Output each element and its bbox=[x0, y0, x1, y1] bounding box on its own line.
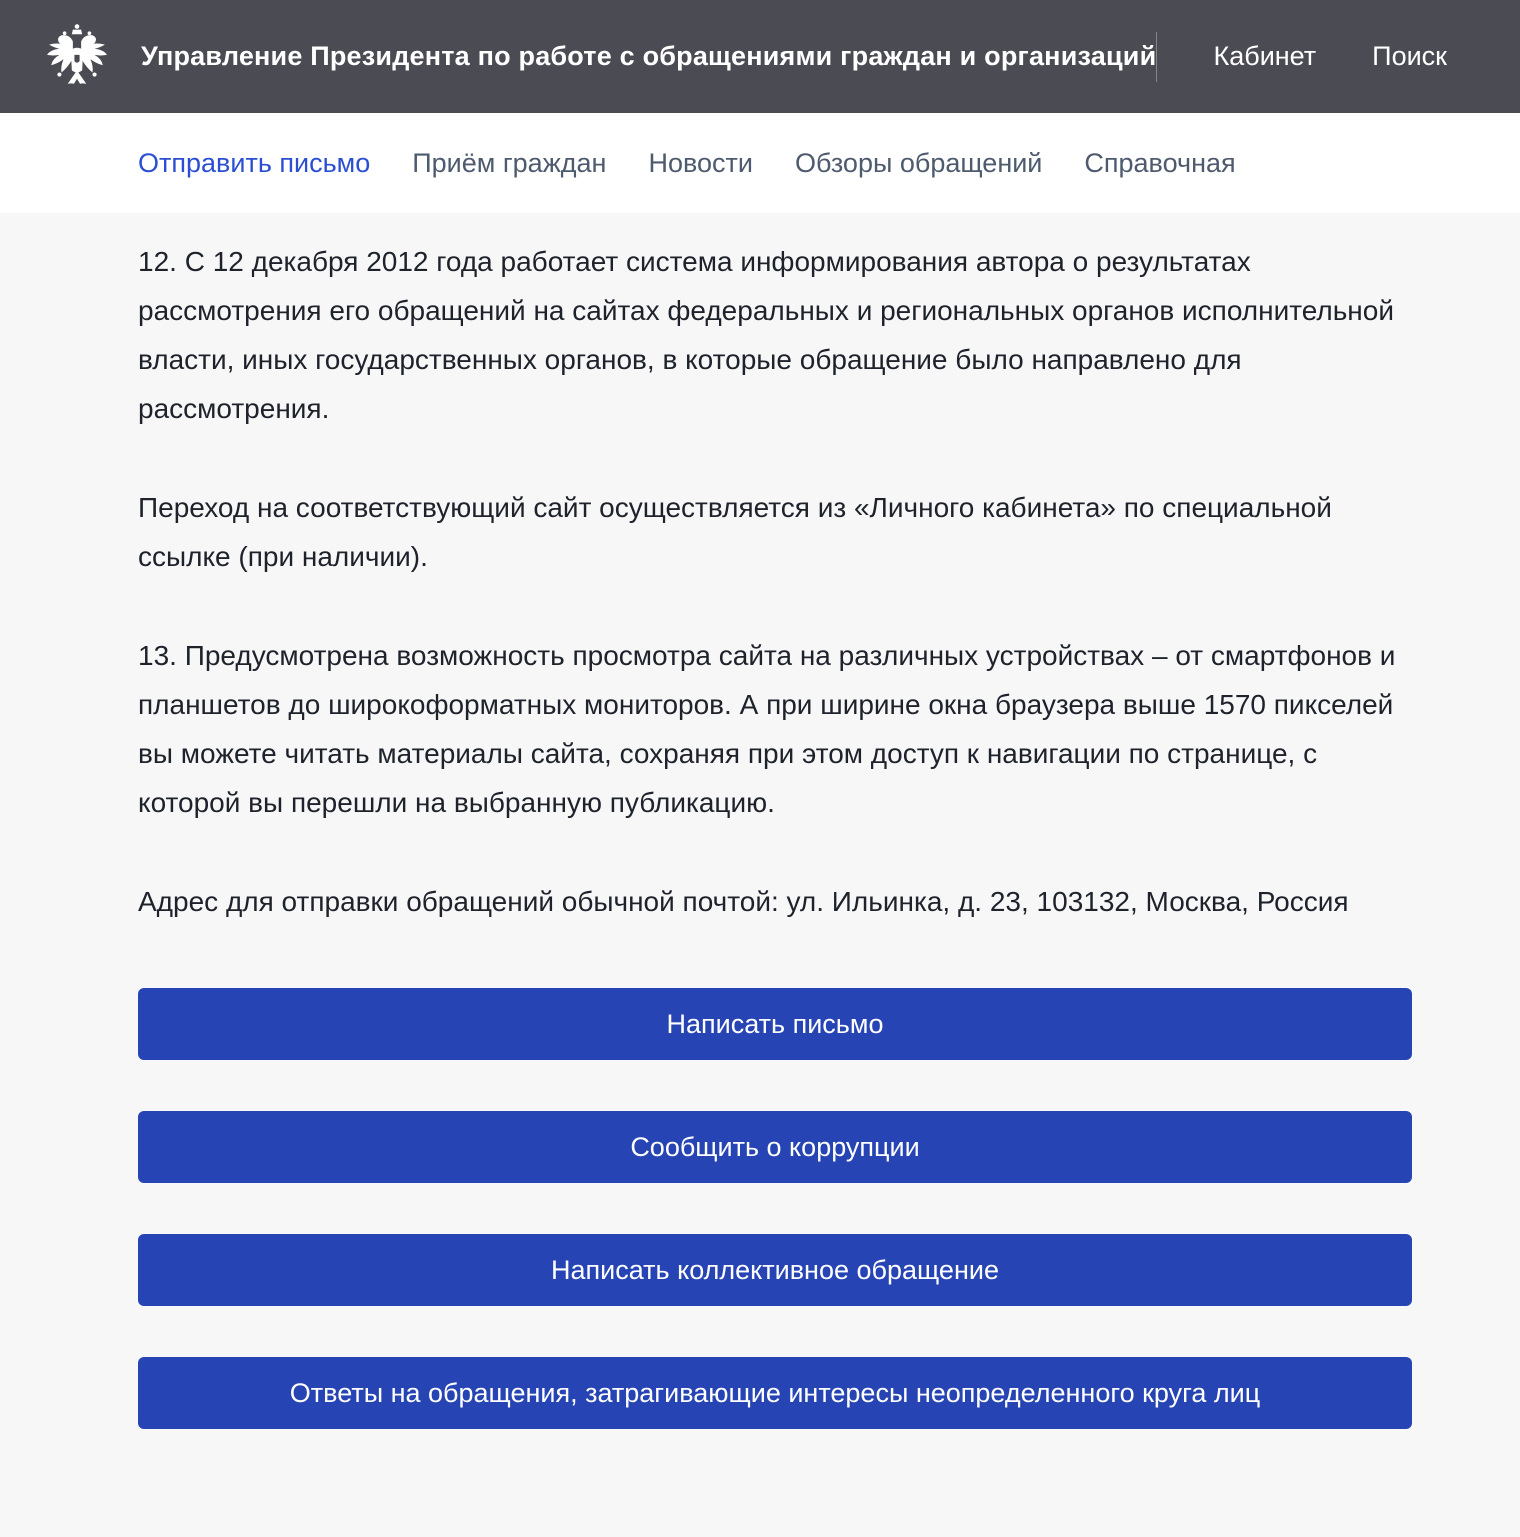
coat-of-arms-eagle-icon bbox=[46, 20, 108, 94]
tab-send-letter[interactable]: Отправить письмо bbox=[138, 147, 371, 178]
tab-appeal-reviews[interactable]: Обзоры обращений bbox=[794, 147, 1043, 178]
tab-reference[interactable]: Справочная bbox=[1084, 147, 1236, 178]
tab-citizen-reception[interactable]: Приём граждан bbox=[412, 147, 607, 178]
main-content bbox=[0, 213, 1520, 1429]
app-header bbox=[0, 0, 1520, 113]
cabinet-link[interactable]: Кабинет bbox=[1213, 41, 1317, 71]
paragraph-12: 12. С 12 декабря 2012 года работает система информирования автора о результатах рассмотрения его обращений на сайтах федеральных и региональных органов исполнительной власти, иных государственных органов, в которые обращение было направлено для рассмотрения. bbox=[138, 246, 1394, 424]
write-letter-button[interactable]: Написать письмо bbox=[138, 988, 1412, 1060]
collective-appeal-button[interactable]: Написать коллективное обращение bbox=[138, 1234, 1412, 1306]
report-corruption-button[interactable]: Сообщить о коррупции bbox=[138, 1111, 1412, 1183]
tab-news[interactable]: Новости bbox=[648, 147, 753, 178]
search-link[interactable]: Поиск bbox=[1372, 41, 1447, 71]
paragraph-cabinet-link-note: Переход на соответствующий сайт осуществляется из «Личного кабинета» по специальной ссылке (при наличии). bbox=[138, 492, 1332, 572]
header-links bbox=[1157, 41, 1447, 72]
paragraph-postal-address: Адрес для отправки обращений обычной почтой: ул. Ильинка, д. 23, 103132, Москва, Россия bbox=[138, 886, 1349, 917]
page-title: Управление Президента по работе с обращениями граждан и организаций bbox=[141, 41, 1157, 71]
main-navigation bbox=[0, 113, 1520, 213]
public-interest-responses-button[interactable]: Ответы на обращения, затрагивающие интересы неопределенного круга лиц bbox=[138, 1357, 1412, 1429]
paragraph-13: 13. Предусмотрена возможность просмотра сайта на различных устройствах – от смартфонов и планшетов до широкоформатных мониторов. А при ширине окна браузера выше 1570 пикселей вы можете читать материалы сайта, сохраняя при этом доступ к навигации по странице, с которой вы перешли на выбранную публикацию. bbox=[138, 640, 1396, 818]
